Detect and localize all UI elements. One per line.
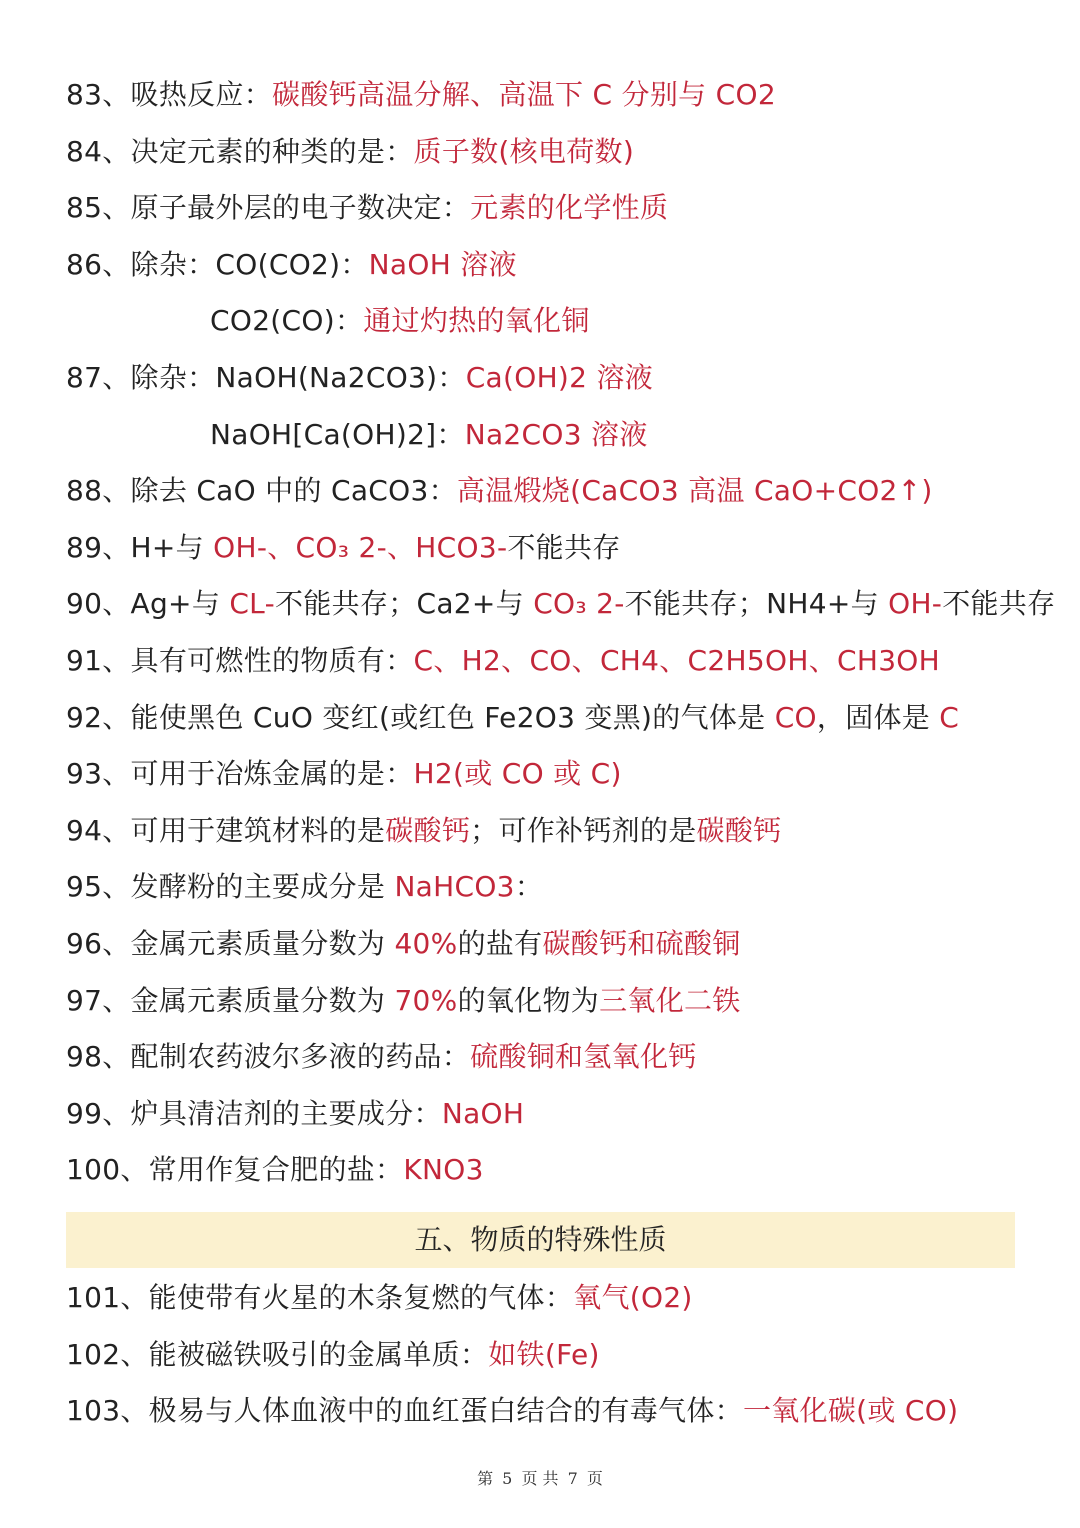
list-item: [66, 75, 776, 115]
list-item: [66, 1037, 697, 1077]
list-item: [66, 1391, 958, 1431]
list-item: [66, 188, 668, 228]
answer-text: C、H2、CO、CH4、C2H5OH、CH3OH: [413, 644, 941, 677]
answer-text: 碳酸钙: [385, 813, 471, 847]
page-footer: [0, 1466, 1080, 1489]
footer-total-pages: 7: [567, 1469, 578, 1488]
question-text: 92、能使黑色 CuO 变红(或红色 Fe2O3 变黑)的气体是: [66, 700, 775, 734]
question-text: 84、决定元素的种类的是：: [66, 134, 414, 168]
question-text: 不能共存；NH4+与: [624, 587, 889, 621]
answer-text: C: [939, 700, 960, 734]
question-text: 89、H+与: [66, 530, 214, 564]
question-text: 的氧化物为: [457, 983, 600, 1017]
question-text: 93、可用于冶炼金属的是：: [66, 757, 414, 791]
list-item: [66, 811, 781, 851]
footer-label-before: 第: [477, 1469, 494, 1488]
question-text: 90、Ag+与: [66, 587, 230, 621]
question-text: 100、常用作复合肥的盐：: [66, 1153, 404, 1187]
question-text: 83、吸热反应：: [66, 78, 273, 111]
list-item: [66, 528, 621, 568]
list-item: [66, 641, 940, 681]
question-text: 103、极易与人体血液中的血红蛋白结合的有毒气体：: [66, 1394, 743, 1428]
answer-text: Na2CO3 溶液: [464, 417, 648, 451]
answer-text: 通过灼热的氧化铜: [363, 304, 590, 338]
question-text: 95、发酵粉的主要成分是: [66, 870, 395, 904]
answer-text: HCO3-: [415, 530, 508, 564]
list-item: [66, 1278, 693, 1318]
list-item: [66, 698, 959, 738]
answer-text: CO₃ 2-: [533, 587, 625, 621]
question-text: 94、可用于建筑材料的是: [66, 813, 386, 847]
list-item: [66, 471, 933, 511]
answer-text: 质子数(核电荷数): [413, 134, 635, 168]
list-item: [210, 301, 590, 341]
question-text: 87、除杂：NaOH(Na2CO3)：: [66, 361, 466, 394]
answer-text: 氧气(O2): [573, 1281, 693, 1314]
list-item: [66, 981, 741, 1021]
list-item: [210, 415, 648, 455]
answer-text: NaHCO3: [394, 870, 515, 904]
question-text: ，固体是: [816, 700, 940, 734]
list-item: [66, 867, 543, 907]
list-item: [66, 132, 634, 172]
answer-text: 70%: [394, 983, 458, 1017]
answer-text: 40%: [394, 927, 458, 960]
list-item: [66, 1094, 524, 1134]
answer-text: 碳酸钙: [696, 813, 782, 847]
question-text: 101、能使带有火星的木条复燃的气体：: [66, 1281, 574, 1314]
answer-text: H2(或 CO 或 C): [413, 757, 622, 791]
answer-text: 元素的化学性质: [470, 191, 669, 225]
answer-text: 碳酸钙和硫酸铜: [542, 927, 741, 960]
question-text: NaOH[Ca(OH)2]：: [210, 417, 465, 451]
answer-text: 碳酸钙高温分解、高温下 C 分别与 CO2: [272, 78, 776, 111]
answer-text: NaOH: [441, 1096, 525, 1130]
answer-text: CL-: [229, 587, 275, 621]
answer-text: 硫酸铜和氢氧化钙: [470, 1040, 697, 1074]
answer-text: 一氧化碳(或 CO): [742, 1394, 959, 1428]
answer-text: OH-、CO₃ 2-、: [213, 530, 416, 564]
answer-text: 三氧化二铁: [599, 983, 741, 1017]
answer-text: CO: [774, 700, 817, 734]
question-text: 96、金属元素质量分数为: [66, 927, 395, 960]
footer-label-after: 页: [586, 1469, 603, 1488]
question-text: 不能共存: [942, 587, 1056, 621]
answer-text: 高温煅烧(CaCO3 高温 CaO+CO2↑): [456, 474, 933, 508]
question-text: 85、原子最外层的电子数决定：: [66, 191, 471, 225]
question-text: 97、金属元素质量分数为: [66, 983, 395, 1017]
question-text: ；可作补钙剂的是: [470, 813, 697, 847]
question-text: 的盐有: [457, 927, 543, 960]
list-item: [66, 1150, 484, 1190]
answer-text: OH-: [888, 587, 943, 621]
answer-text: KNO3: [403, 1153, 484, 1187]
question-text: 不能共存；Ca2+与: [275, 587, 534, 621]
footer-page-number: 5: [502, 1469, 513, 1488]
list-item: [66, 754, 622, 794]
question-text: 99、炉具清洁剂的主要成分：: [66, 1096, 442, 1130]
list-item: [66, 245, 517, 285]
footer-label-mid: 页 共: [521, 1469, 559, 1488]
question-text: 88、除去 CaO 中的 CaCO3：: [66, 474, 457, 508]
question-text: 不能共存: [507, 530, 621, 564]
list-item: [66, 584, 1055, 624]
section-title: 五、物质的特殊性质: [414, 1223, 667, 1256]
question-text: CO2(CO)：: [210, 304, 364, 338]
answer-text: NaOH 溶液: [368, 247, 517, 281]
list-item: [66, 924, 741, 964]
question-text: ：: [514, 870, 544, 904]
question-text: 91、具有可燃性的物质有：: [66, 644, 414, 677]
question-text: 86、除杂：CO(CO2)：: [66, 247, 369, 281]
answer-text: Ca(OH)2 溶液: [465, 361, 654, 394]
question-text: 102、能被磁铁吸引的金属单质：: [66, 1337, 489, 1371]
list-item: [66, 358, 653, 398]
answer-text: 如铁(Fe): [488, 1337, 600, 1371]
section-header: [66, 1212, 1015, 1268]
list-item: [66, 1335, 600, 1375]
question-text: 98、配制农药波尔多液的药品：: [66, 1040, 471, 1074]
